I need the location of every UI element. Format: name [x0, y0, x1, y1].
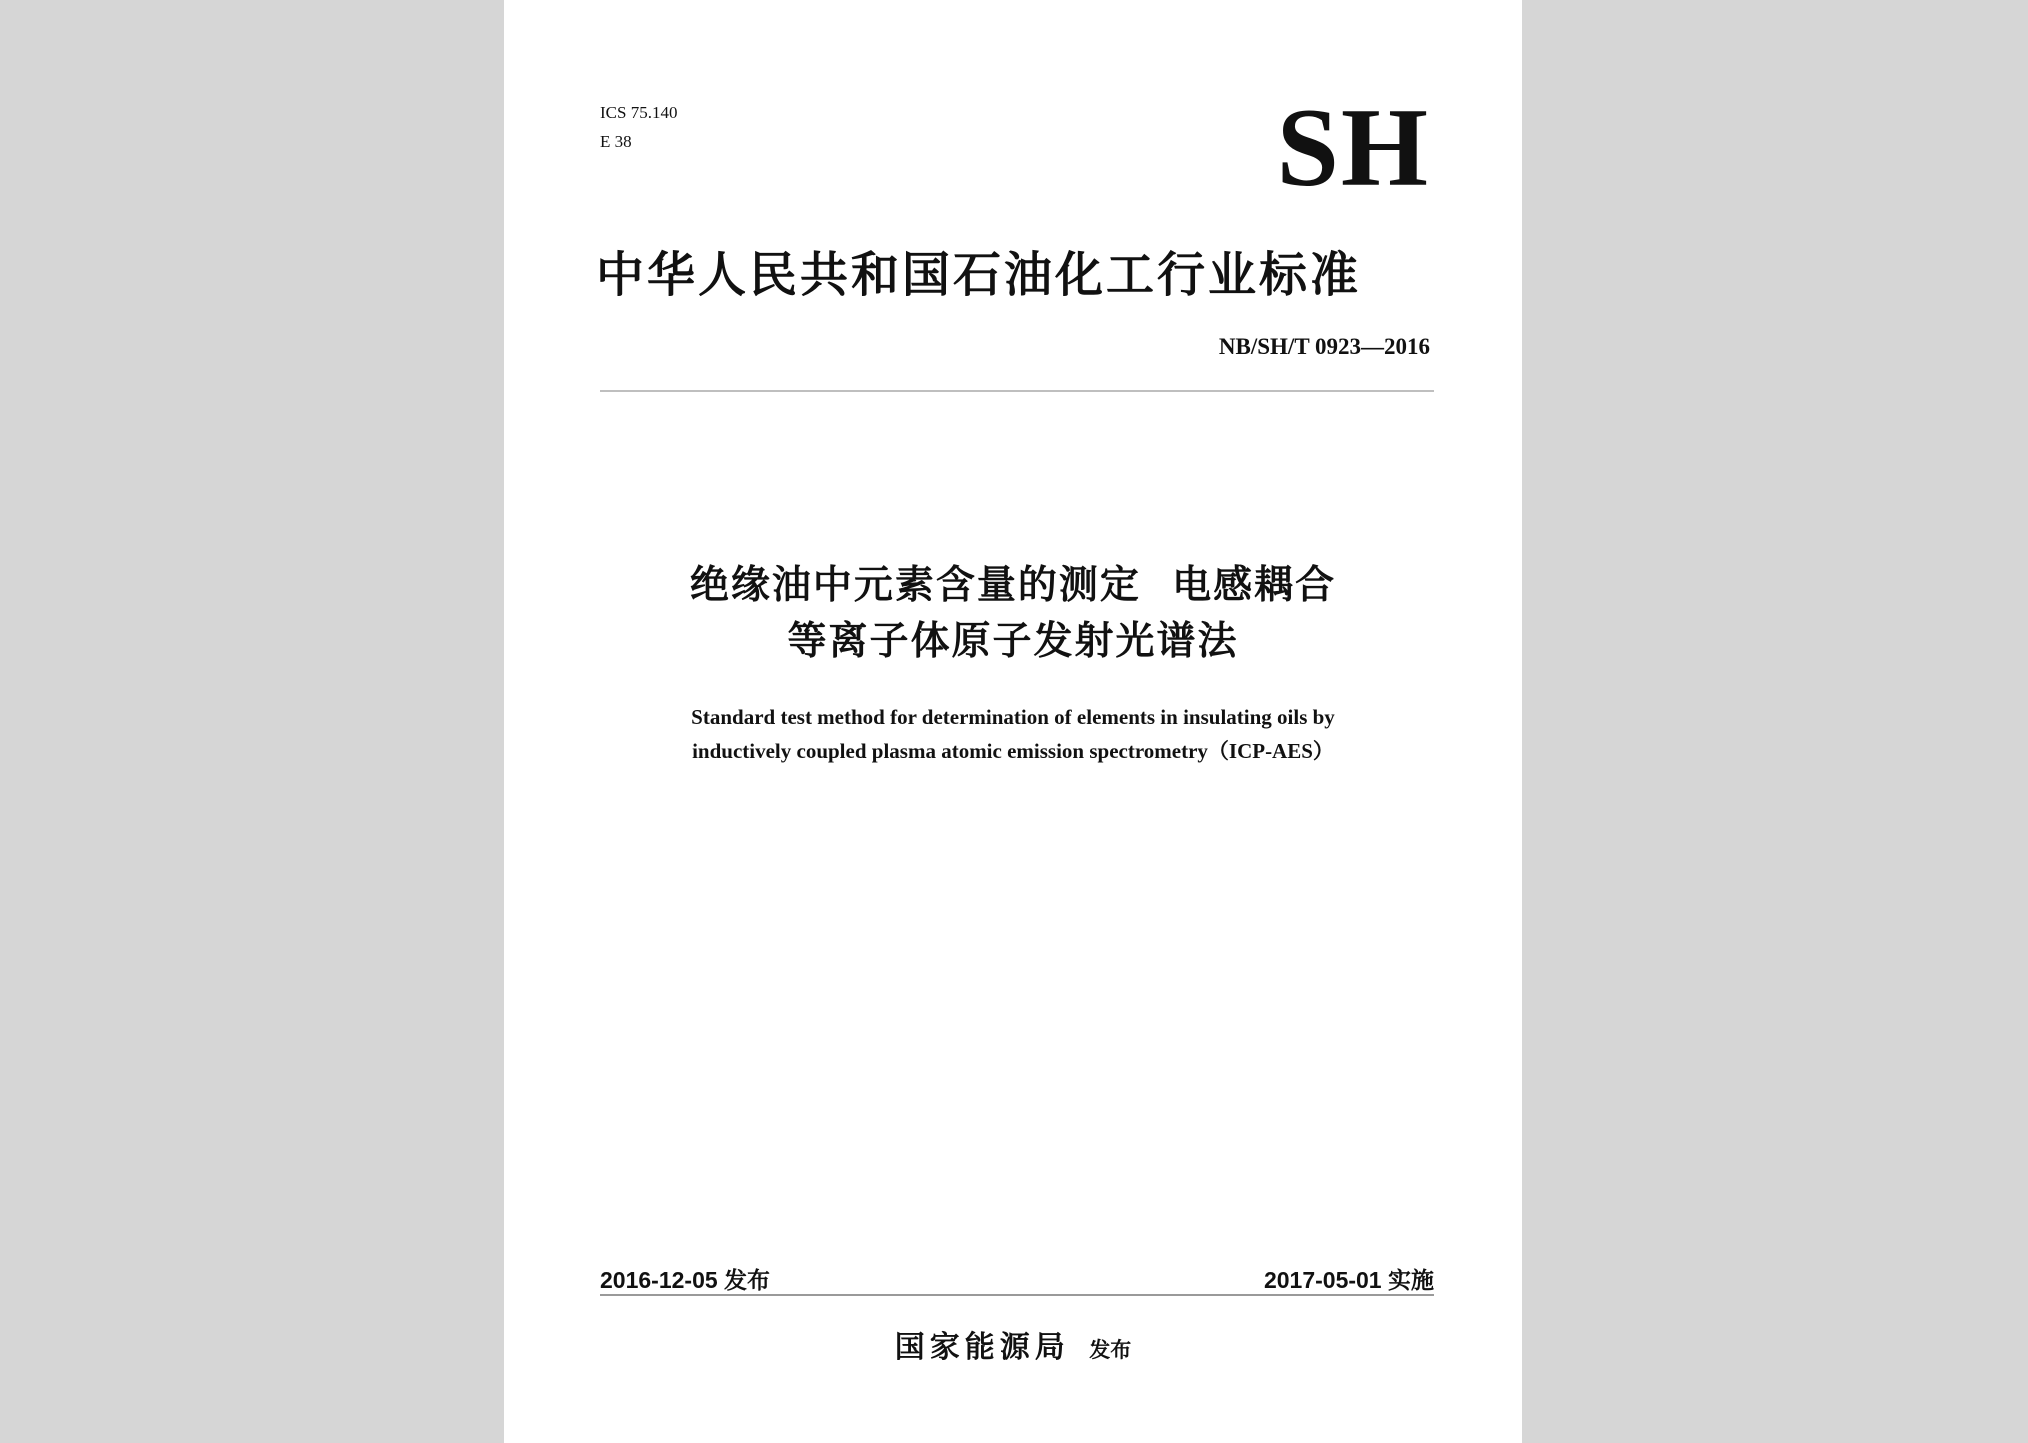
dates-row: [600, 1262, 1434, 1292]
header-divider: [600, 390, 1434, 392]
publish-date: 2016-12-05 发布: [600, 1267, 771, 1293]
footer-divider: [600, 1294, 1434, 1296]
standard-code: NB/SH/T 0923—2016: [1218, 334, 1430, 359]
sh-logo: SH: [1276, 86, 1430, 210]
title-en-line-2: inductively coupled plasma atomic emission spectrometry（ICP-AES）: [692, 739, 1334, 763]
implement-date: 2017-05-01 实施: [1263, 1267, 1434, 1293]
document-page: [504, 0, 1522, 1443]
title-chinese: [504, 558, 1522, 670]
title-en-line-1: Standard test method for determination of elements in insulating oils by: [691, 705, 1335, 729]
ics-code: ICS 75.140: [600, 103, 678, 122]
issuer-line: [504, 1322, 1522, 1366]
title-cn-line-2: 等离子体原子发射光谱法: [787, 619, 1239, 664]
title-cn-line-1: 绝缘油中元素含量的测定 电感耦合: [689, 563, 1337, 608]
classification-block: [600, 98, 677, 156]
title-english: [504, 700, 1522, 768]
issuer-action: 发布: [1089, 1338, 1132, 1362]
standard-name: 中华人民共和国石油化工行业标准: [596, 247, 1362, 303]
category-code: E 38: [600, 132, 632, 151]
issuer-org: 国家能源局: [894, 1330, 1070, 1365]
